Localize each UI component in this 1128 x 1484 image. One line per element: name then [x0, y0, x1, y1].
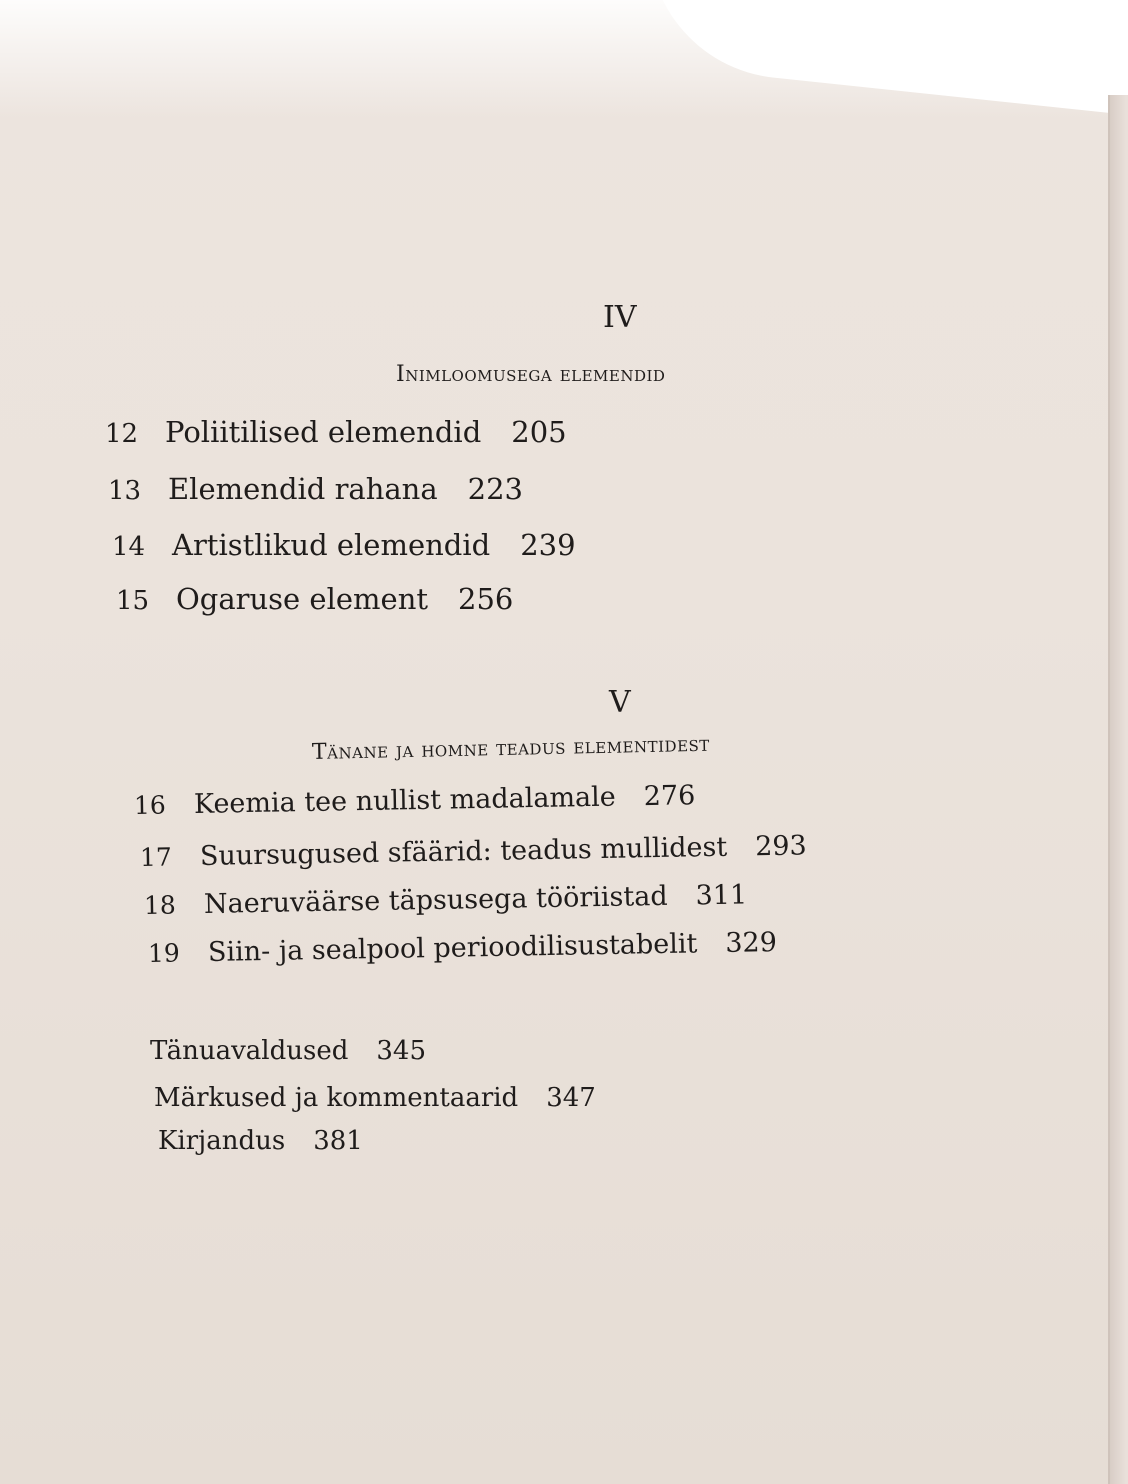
toc-entry [144, 879, 748, 921]
toc-entry [148, 927, 777, 969]
chapter-title: Suursugused sfäärid: teadus mullidest [199, 831, 728, 872]
back-matter-title: Kirjandus [158, 1126, 286, 1156]
page-number: 239 [520, 528, 576, 562]
toc-entry [112, 528, 576, 562]
back-matter-entry [158, 1126, 363, 1156]
chapter-title: Keemia tee nullist madalamale [193, 781, 617, 820]
back-matter-entry [154, 1083, 596, 1113]
toc-entry [134, 780, 696, 821]
chapter-title: Ogaruse element [176, 582, 429, 616]
page-number: 223 [467, 472, 524, 506]
chapter-title: Elemendid rahana [168, 472, 438, 506]
part-v-numeral: V [609, 685, 631, 720]
chapter-number: 18 [143, 890, 177, 920]
chapter-title: Naeruväärse täpsusega tööriistad [203, 880, 668, 920]
part-iv-title: Inimloomusega elemendid [396, 362, 666, 387]
chapter-number: 14 [112, 532, 146, 562]
chapter-number: 13 [108, 476, 142, 506]
page-number: 293 [754, 830, 807, 863]
page-number: 347 [546, 1083, 596, 1113]
chapter-number: 12 [105, 419, 139, 449]
chapter-title: Poliitilised elemendid [165, 415, 482, 449]
chapter-number: 16 [133, 790, 167, 820]
toc-entry [108, 472, 523, 506]
part-iv-numeral: IV [603, 300, 637, 335]
page-number: 205 [511, 415, 567, 449]
back-matter-title: Märkused ja kommentaarid [154, 1083, 519, 1113]
page-number: 381 [313, 1126, 363, 1156]
page-number: 345 [376, 1036, 426, 1066]
page-number: 329 [725, 927, 778, 959]
chapter-number: 17 [139, 842, 173, 872]
toc-entry [140, 830, 807, 873]
chapter-title: Siin- ja sealpool perioodilisustabelit [207, 928, 698, 968]
part-v-title: Tänane ja homne teadus elementidest [311, 731, 711, 765]
chapter-number: 19 [147, 938, 181, 968]
page-number: 276 [643, 780, 696, 813]
back-matter-entry [150, 1036, 426, 1066]
page-number: 256 [458, 582, 514, 616]
page-number: 311 [695, 879, 748, 912]
toc-entry [105, 415, 567, 449]
toc-entry [116, 582, 513, 616]
chapter-title: Artistlikud elemendid [172, 528, 491, 562]
chapter-number: 15 [116, 586, 150, 616]
back-matter-title: Tänuavaldused [150, 1036, 349, 1066]
